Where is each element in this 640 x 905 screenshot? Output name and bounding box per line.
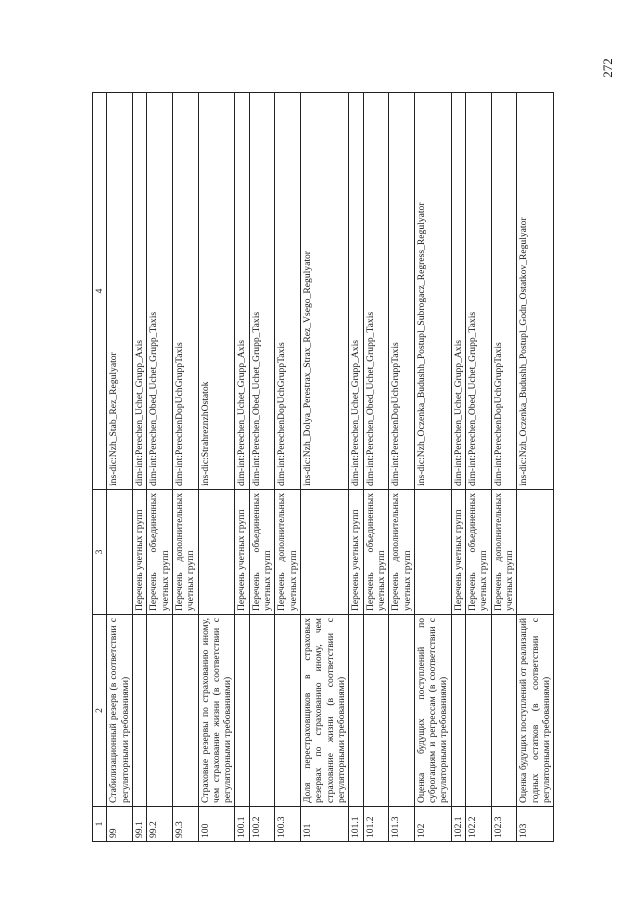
- indicator-name-cell: [147, 615, 173, 807]
- element-code-cell: dim-int:Perechen_Uchet_Grupp_Axis: [235, 93, 249, 490]
- table-row: [172, 93, 198, 842]
- row-number-cell: 102.1: [451, 807, 465, 842]
- dimension-description-cell: [107, 490, 133, 615]
- row-number-cell: 100.2: [249, 807, 275, 842]
- row-number-cell: 102.2: [466, 807, 492, 842]
- table-row: [517, 93, 554, 842]
- row-number-cell: 101.1: [349, 807, 363, 842]
- header-cell-3: 3: [93, 490, 107, 615]
- row-number-cell: 101.3: [389, 807, 415, 842]
- dimension-description-cell: Перечень объединенных учетных групп: [147, 490, 173, 615]
- data-table: [92, 92, 554, 842]
- row-number-cell: 100.1: [235, 807, 249, 842]
- row-number-cell: 103: [517, 807, 554, 842]
- row-number-cell: 99.2: [147, 807, 173, 842]
- indicator-name-cell: [132, 615, 146, 807]
- table-row: [147, 93, 173, 842]
- dimension-description-cell: Перечень объединенных учетных групп: [466, 490, 492, 615]
- table-row: [389, 93, 415, 842]
- dimension-description-cell: Перечень дополнительных учетных групп: [389, 490, 415, 615]
- table-row: [414, 93, 451, 842]
- indicator-name-cell: [349, 615, 363, 807]
- row-number-cell: 102.3: [491, 807, 517, 842]
- indicator-name-cell: Доля перестраховщиков в страховых резервах по страхованию иному, чем страхование жизни (в соответствии с регуляторными требованиями): [301, 615, 349, 807]
- table-row: [349, 93, 363, 842]
- dimension-description-cell: Перечень учетных групп: [349, 490, 363, 615]
- element-code-cell: ins-dic:Nzh_Dolya_Perestrax_Strax_Rez_Vsego_Regulyator: [301, 93, 349, 490]
- element-code-cell: dim-int:PerechenDopUchGruppTaxis: [491, 93, 517, 490]
- header-cell-4: 4: [93, 93, 107, 490]
- indicator-name-cell: [363, 615, 389, 807]
- table-row: [363, 93, 389, 842]
- dimension-description-cell: Перечень дополнительных учетных групп: [491, 490, 517, 615]
- element-code-cell: dim-int:Perechen_Obed_Uchet_Grupp_Taxis: [249, 93, 275, 490]
- element-code-cell: ins-dic:Nzh_Stab_Rez_Regulyator: [107, 93, 133, 490]
- dimension-description-cell: Перечень объединенных учетных групп: [363, 490, 389, 615]
- indicator-name-cell: Страховые резервы по страхованию иному, чем страхование жизни (в соответствии с регуляторными требованиями): [198, 615, 235, 807]
- indicator-name-cell: [451, 615, 465, 807]
- table-row: [491, 93, 517, 842]
- rotated-table-container: [92, 92, 554, 842]
- indicator-name-cell: [235, 615, 249, 807]
- indicator-name-cell: [491, 615, 517, 807]
- dimension-description-cell: Перечень объединенных учетных групп: [249, 490, 275, 615]
- table-row: [249, 93, 275, 842]
- table-header-row: [93, 93, 107, 842]
- indicator-name-cell: [249, 615, 275, 807]
- row-number-cell: 99.1: [132, 807, 146, 842]
- table-row: [132, 93, 146, 842]
- dimension-description-cell: Перечень учетных групп: [132, 490, 146, 615]
- element-code-cell: dim-int:PerechenDopUchGruppTaxis: [275, 93, 301, 490]
- dimension-description-cell: [517, 490, 554, 615]
- indicator-name-cell: [466, 615, 492, 807]
- table-row: [275, 93, 301, 842]
- indicator-name-cell: Оценка будущих поступлений по суброгациям и регрессам (в соответствии с регуляторными требованиями): [414, 615, 451, 807]
- row-number-cell: 99.3: [172, 807, 198, 842]
- dimension-description-cell: Перечень учетных групп: [451, 490, 465, 615]
- indicator-name-cell: [275, 615, 301, 807]
- indicator-name-cell: [389, 615, 415, 807]
- header-cell-1: 1: [93, 807, 107, 842]
- element-code-cell: dim-int:PerechenDopUchGruppTaxis: [172, 93, 198, 490]
- dimension-description-cell: [414, 490, 451, 615]
- element-code-cell: dim-int:Perechen_Uchet_Grupp_Axis: [132, 93, 146, 490]
- row-number-cell: 101.2: [363, 807, 389, 842]
- table-row: [198, 93, 235, 842]
- dimension-description-cell: [301, 490, 349, 615]
- element-code-cell: ins-dic:Nzh_Oczenka_Budushh_Postupl_Subrogacz_Regress_Regulyator: [414, 93, 451, 490]
- table-row: [235, 93, 249, 842]
- table-row: [301, 93, 349, 842]
- page-number: 272: [600, 58, 615, 78]
- element-code-cell: dim-int:PerechenDopUchGruppTaxis: [389, 93, 415, 490]
- row-number-cell: 100: [198, 807, 235, 842]
- indicator-name-cell: Стабилизационный резерв (в соответствии с регуляторными требованиями): [107, 615, 133, 807]
- indicator-name-cell: Оценка будущих поступлений от реализаций годных остатков (в соответствии с регуляторными требованиями): [517, 615, 554, 807]
- element-code-cell: dim-int:Perechen_Obed_Uchet_Grupp_Taxis: [147, 93, 173, 490]
- dimension-description-cell: [198, 490, 235, 615]
- row-number-cell: 102: [414, 807, 451, 842]
- row-number-cell: 100.3: [275, 807, 301, 842]
- element-code-cell: ins-dic:Nzh_Oczenka_Budushh_Postupl_Godn_Ostatkov_Regulyator: [517, 93, 554, 490]
- element-code-cell: dim-int:Perechen_Obed_Uchet_Grupp_Taxis: [363, 93, 389, 490]
- element-code-cell: dim-int:Perechen_Uchet_Grupp_Axis: [349, 93, 363, 490]
- row-number-cell: 101: [301, 807, 349, 842]
- indicator-name-cell: [172, 615, 198, 807]
- table-row: [451, 93, 465, 842]
- dimension-description-cell: Перечень дополнительных учетных групп: [275, 490, 301, 615]
- dimension-description-cell: Перечень дополнительных учетных групп: [172, 490, 198, 615]
- table-row: [466, 93, 492, 842]
- element-code-cell: ins-dic:StrahreznzhOstatok: [198, 93, 235, 490]
- header-cell-2: 2: [93, 615, 107, 807]
- table-row: [107, 93, 133, 842]
- row-number-cell: 99: [107, 807, 133, 842]
- element-code-cell: dim-int:Perechen_Obed_Uchet_Grupp_Taxis: [466, 93, 492, 490]
- element-code-cell: dim-int:Perechen_Uchet_Grupp_Axis: [451, 93, 465, 490]
- dimension-description-cell: Перечень учетных групп: [235, 490, 249, 615]
